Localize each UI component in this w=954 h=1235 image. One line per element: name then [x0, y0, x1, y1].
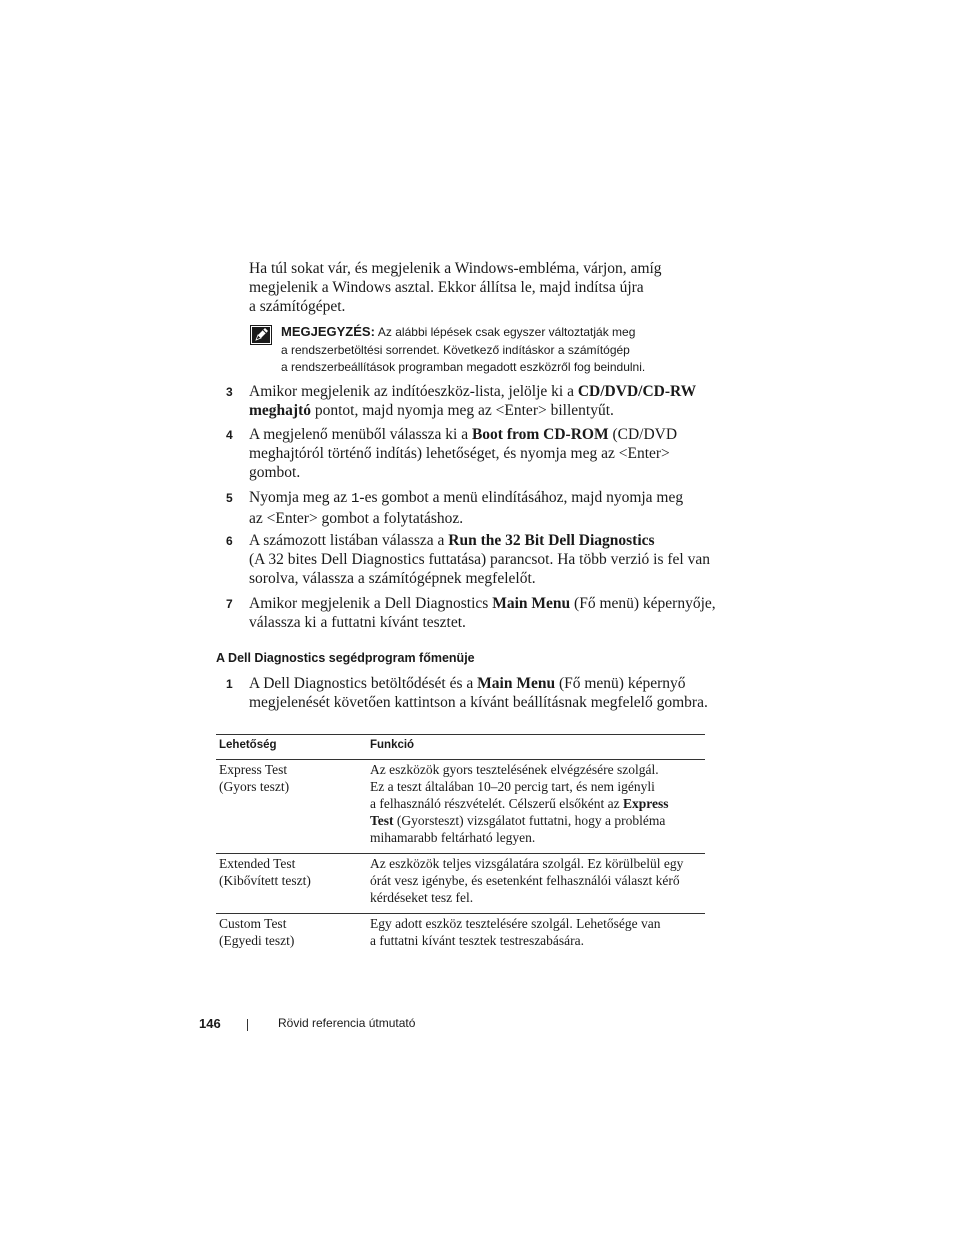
step-text-part: meghajtóról történő indítás) lehetőséget, és nyomja meg az <Enter> — [249, 445, 670, 462]
option-name: Express Test — [219, 762, 288, 777]
step-text-part: gombot. — [249, 464, 301, 481]
step-text-part: válassza ki a futtatni kívánt tesztet. — [249, 614, 466, 631]
step-text-part: -es gombot a menü elindításához, majd nyomja meg — [359, 489, 684, 506]
step-text-part: Amikor megjelenik az indítóeszköz-lista, jelölje ki a — [249, 383, 578, 400]
note-line: Az alábbi lépések csak egyszer változtatják meg — [377, 325, 636, 339]
step-number: 4 — [226, 428, 233, 442]
note-text — [281, 323, 701, 377]
table-cell-option — [216, 914, 367, 957]
table-cell-function — [367, 854, 705, 914]
intro-line: a számítógépet. — [249, 298, 346, 315]
table-row — [216, 914, 705, 957]
step-text — [249, 382, 719, 420]
menu-option-label: meghajtó — [249, 402, 311, 419]
note-line: a rendszerbetöltési sorrendet. Következő indításkor a számítógép — [281, 342, 630, 357]
step-text-part: Amikor megjelenik a Dell Diagnostics — [249, 595, 493, 612]
table-cell-option — [216, 760, 367, 854]
key-code: 1 — [351, 491, 360, 507]
table-header-function: Funkció — [367, 735, 705, 760]
function-line: a futtatni kívánt tesztek testreszabására. — [370, 933, 585, 948]
option-name: Extended Test — [219, 856, 296, 871]
step-number: 3 — [226, 385, 233, 399]
section-heading: A Dell Diagnostics segédprogram főmenüje — [216, 651, 475, 665]
option-name-inline: Test — [370, 813, 394, 828]
menu-option-label: Boot from CD-ROM — [471, 426, 609, 443]
step-number: 6 — [226, 534, 233, 548]
step-text-part: A Dell Diagnostics betöltődését és a — [249, 675, 478, 692]
step-text-part: (Fő menü) képernyője, — [570, 595, 716, 612]
step-text — [249, 425, 719, 482]
note-line: a rendszerbeállítások programban megadott eszközről fog beindulni. — [281, 360, 646, 374]
function-line: a felhasználó részvételét. Célszerű elsőként az — [370, 796, 623, 811]
step-text-part: sorolva, válassza a számítógépnek megfelelőt. — [249, 570, 536, 587]
step-text — [249, 488, 719, 528]
step-text-part: A megjelenő menüből válassza ki a — [249, 426, 472, 443]
step-text-part: Nyomja meg az — [249, 489, 352, 506]
page-number: 146 — [199, 1016, 221, 1031]
intro-line: megjelenik a Windows asztal. Ekkor állítsa le, majd indítsa újra — [249, 279, 644, 296]
step-number: 7 — [226, 597, 233, 611]
menu-option-label: CD/DVD/CD-RW — [577, 383, 697, 400]
step-text-part: pontot, majd nyomja meg az <Enter> billentyűt. — [311, 402, 614, 419]
option-name-translation: (Kibővített teszt) — [219, 873, 311, 888]
option-name: Custom Test — [219, 916, 287, 931]
step-text-part: A számozott listában válassza a — [249, 532, 449, 549]
table-row — [216, 854, 705, 914]
step-text — [249, 594, 719, 632]
menu-option-label: Main Menu — [477, 675, 556, 692]
pencil-note-icon — [250, 325, 272, 345]
table-cell-option — [216, 854, 367, 914]
intro-paragraph — [249, 259, 719, 316]
footer-separator — [247, 1019, 248, 1031]
footer-title: Rövid referencia útmutató — [278, 1016, 416, 1030]
menu-option-label: Main Menu — [492, 595, 571, 612]
table-header-option: Lehetőség — [216, 735, 367, 760]
function-line: Egy adott eszköz tesztelésére szolgál. Lehetősége van — [370, 916, 661, 931]
option-name-translation: (Gyors teszt) — [219, 779, 290, 794]
function-line: Ez a teszt általában 10–20 percig tart, és nem igényli — [370, 779, 655, 794]
step-text — [249, 531, 719, 588]
step-text — [249, 674, 719, 712]
function-line: órát vesz igénybe, és esetenként felhasználói választ kérő — [370, 873, 680, 888]
table-row — [216, 760, 705, 854]
function-line: mihamarabb feltárható legyen. — [370, 830, 536, 845]
note-label: MEGJEGYZÉS: — [281, 324, 375, 339]
table-header-row — [216, 735, 705, 760]
step-text-part: (CD/DVD — [608, 426, 678, 443]
table-cell-function — [367, 760, 705, 854]
step-text-part: (Fő menü) képernyő — [555, 675, 686, 692]
intro-line: Ha túl sokat vár, és megjelenik a Windows-embléma, várjon, amíg — [249, 260, 662, 277]
table-cell-function — [367, 914, 705, 957]
step-number: 1 — [226, 677, 233, 691]
step-number: 5 — [226, 491, 233, 505]
function-line: kérdéseket tesz fel. — [370, 890, 474, 905]
option-name-translation: (Egyedi teszt) — [219, 933, 295, 948]
menu-option-label: Run the 32 Bit Dell Diagnostics — [448, 532, 655, 549]
step-text-part: megjelenését követően kattintson a kívánt beállításnak megfelelő gombra. — [249, 694, 708, 711]
function-line: (Gyorsteszt) vizsgálatot futtatni, hogy a probléma — [393, 813, 666, 828]
function-line: Az eszközök gyors tesztelésének elvégzésére szolgál. — [370, 762, 659, 777]
function-line: Az eszközök teljes vizsgálatára szolgál. Ez körülbelül egy — [370, 856, 684, 871]
options-table — [216, 734, 705, 956]
step-text-part: az <Enter> gombot a folytatáshoz. — [249, 510, 464, 527]
step-text-part: (A 32 bites Dell Diagnostics futtatása) parancsot. Ha több verzió is fel van — [249, 551, 710, 568]
option-name-inline: Express — [623, 796, 669, 811]
